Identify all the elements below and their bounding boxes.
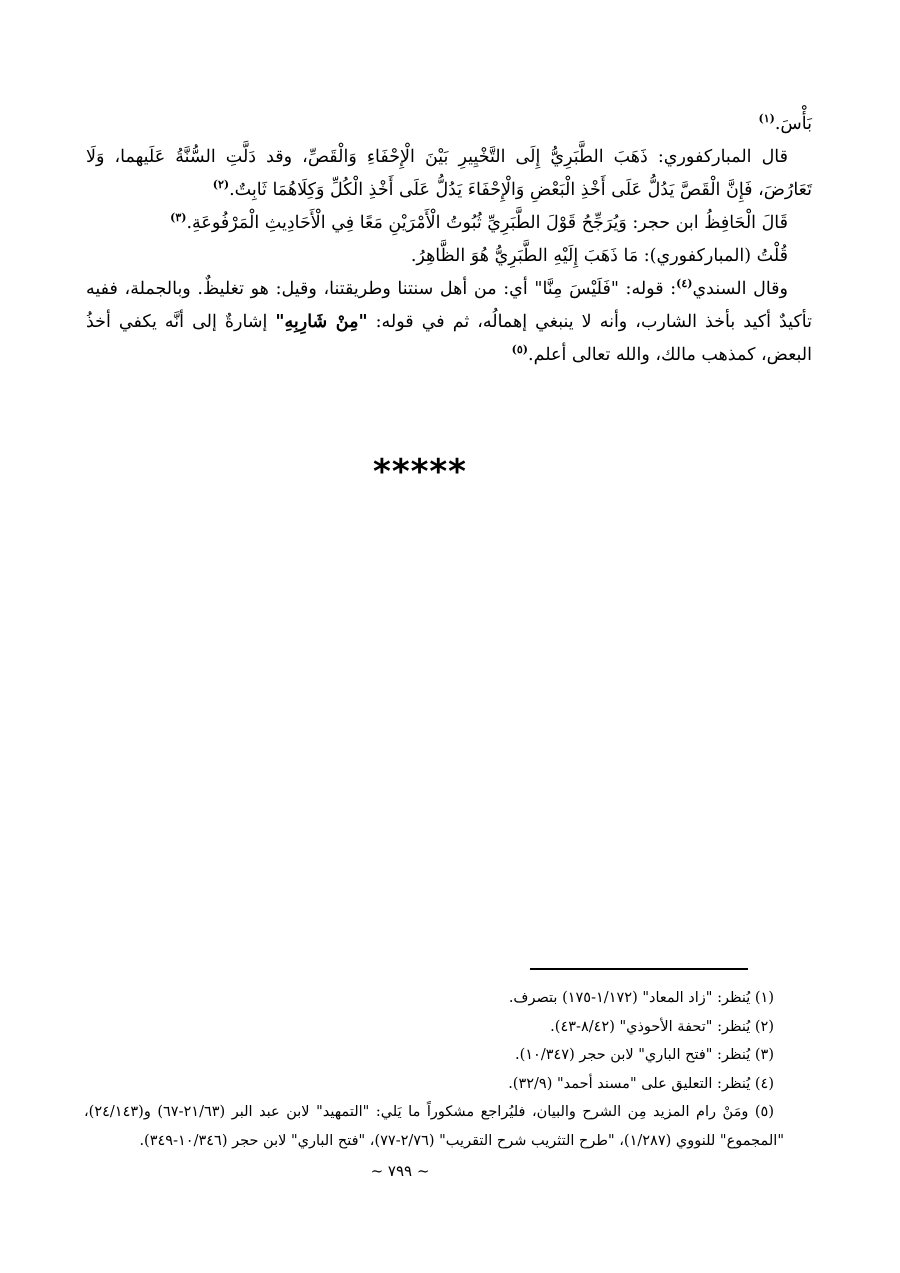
footnote-divider: [530, 968, 748, 970]
footnote-1: (١) يُنظر: "زاد المعاد" (١/١٧٢-١٧٥) بتصرف.: [508, 990, 774, 1006]
footnote-3: (٣) يُنظر: "فتح الباري" لابن حجر (١٠/٣٤٧).: [514, 1047, 774, 1063]
paragraph-5-text-a: وقال السندي: [692, 279, 788, 299]
footnote-ref-3[interactable]: (٣): [170, 211, 187, 225]
footnote-2: (٢) يُنظر: "تحفة الأحوذي" (٨/٤٢-٤٣).: [550, 1018, 774, 1035]
footnote-ref-5[interactable]: (٥): [511, 343, 528, 357]
paragraph-4-text: قُلْتُ (المباركفوري): مَا ذَهَبَ إِلَيْهِ الطَّبَرِيُّ هُوَ الظَّاهِرُ.: [410, 246, 788, 266]
footnote-ref-4[interactable]: (٤): [676, 277, 693, 291]
paragraph-5-bold-quote: "مِنْ شَارِبِهِ": [275, 312, 368, 332]
paragraph-2: [86, 141, 812, 207]
footnote-ref-2[interactable]: (٢): [212, 178, 230, 192]
main-text: [86, 108, 812, 372]
paragraph-4: [86, 240, 812, 273]
paragraph-3-text: قَالَ الْحَافِظُ ابن حجر: وَيُرَجِّحُ قَوْلَ الطَّبَرِيِّ ثُبُوتُ الْأَمْرَيْنِ مَعًا فِي الْأَحَادِيثِ الْمَرْفُوعَةِ.: [186, 213, 788, 233]
paragraph-5-text-c: إشارةٌ إلى أنَّه يكفي أخذُ البعض، كمذهب مالك، والله تعالى أعلم.: [86, 312, 812, 365]
paragraph-5: [86, 273, 812, 372]
footnote-ref-1[interactable]: (١): [758, 112, 775, 126]
paragraph-1: [86, 108, 812, 141]
paragraph-5-text-b: : قوله: "فَلَيْسَ مِنَّا" أي: من أهل سنتنا وطريقتنا، وقيل: هو تغليظٌ. وبالجملة، ففيه تأكيدٌ أكيد بأخذ الشارب، وأنه لا ينبغي إهمالُه، ثم في قوله:: [86, 279, 812, 332]
paragraph-1-text: بَأْسَ.: [774, 114, 812, 134]
footnote-5: (٥) ومَنْ رام المزيد مِن الشرح والبيان، فليُراجع مشكوراً ما يَلي: "التمهيد" لابن عبد البر (٢١/٦٣-٦٧) و(٢٤/١٤٣)، "المجموع" للنووي (١/٢٨٧)، "طرح التثريب شرح التقريب" (٢/٧٦-٧٧)، "فتح الباري" لابن حجر (١٠/٣٤٦-٣٤٩).: [84, 1104, 784, 1149]
page-number: ~ ٧٩٩ ~: [370, 1162, 430, 1180]
paragraph-3: [86, 207, 812, 240]
footnote-4: (٤) يُنظر: التعليق على "مسند أحمد" (٣٢/٩).: [508, 1075, 774, 1092]
paragraph-2-text: قال المباركفوري: ذَهَبَ الطَّبَرِيُّ إِلَى التَّخْيِيرِ بَيْنَ الْإِحْفَاءِ وَالْقَصِّ، وقد دَلَّتِ السُّنَّةُ عَلَيهما، وَلَا تَعَارُضَ، فَإِنَّ الْقَصَّ يَدُلُّ عَلَى أَخْذِ الْبَعْضِ وَالْإِحْفَاءَ يَدُلُّ عَلَى أَخْذِ الْكُلِّ وَكِلَاهُمَا ثَابِتٌ.: [86, 147, 812, 200]
footnotes: [84, 984, 784, 1155]
section-separator: *****: [373, 452, 467, 492]
